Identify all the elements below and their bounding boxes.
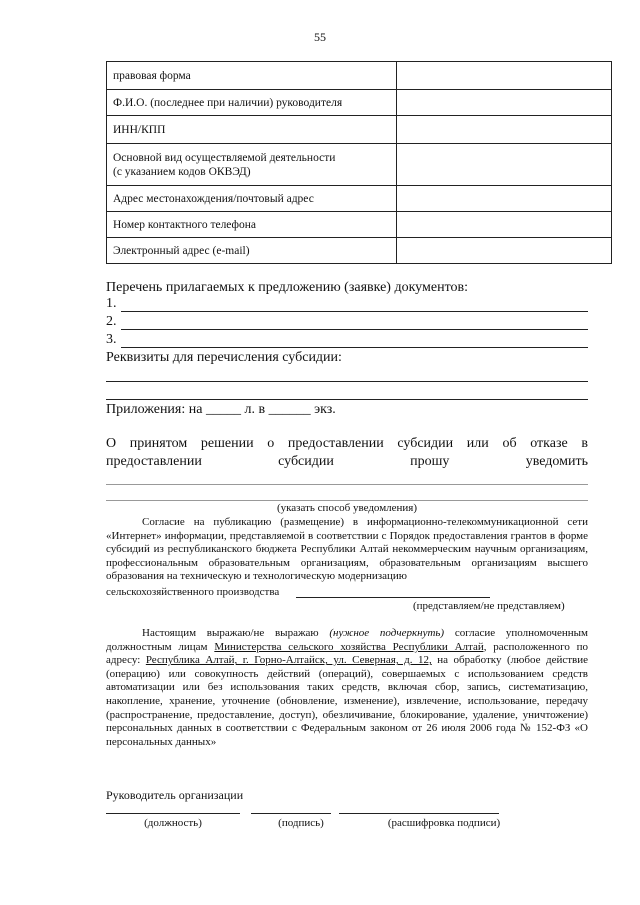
table-row bbox=[107, 116, 612, 144]
signature-position-line[interactable] bbox=[106, 813, 240, 814]
attachments-sheets-blank[interactable]: _____ bbox=[205, 402, 241, 417]
table-label: Адрес местонахождения/почтовый адрес bbox=[107, 186, 397, 212]
table-value-cell[interactable] bbox=[396, 212, 611, 238]
notification-word: прошу bbox=[410, 454, 450, 469]
consent-personal-part2: (нужное подчеркнуть) bbox=[329, 627, 445, 639]
table-label: Ф.И.О. (последнее при наличии) руководителя bbox=[107, 90, 397, 116]
table-value-cell[interactable] bbox=[396, 90, 611, 116]
requisites-line-1[interactable] bbox=[106, 381, 588, 382]
signature-decoding-line[interactable] bbox=[339, 813, 499, 814]
documents-item-2-line[interactable] bbox=[121, 329, 588, 330]
attachments-suffix: экз. bbox=[314, 402, 336, 417]
consent-publication-text: Согласие на публикацию (размещение) в информационно-телекоммуникационной сети «Интернет» информации, представляемой в соответствии с Порядок предоставления грантов в форме субсидий из республиканского бюджета Республики Алтай некоммерческим научным организациям, профессиональным образовательным организациям, образовательным организациям высшего образования на техническую и технологическую модернизацию bbox=[106, 516, 588, 583]
notification-line-blank-2[interactable] bbox=[106, 500, 588, 501]
notification-caption: (указать способ уведомления) bbox=[276, 502, 418, 514]
page-number: 55 bbox=[314, 30, 326, 44]
consent-personal-part3: согласие уполномоченным должностным лицам bbox=[106, 627, 589, 653]
requisites-line-2[interactable] bbox=[106, 399, 588, 400]
documents-item-1-line[interactable] bbox=[121, 311, 588, 312]
documents-item-number: 1. bbox=[106, 296, 117, 311]
table-row bbox=[107, 186, 612, 212]
table-label-line: Основной вид осуществляемой деятельности bbox=[113, 151, 336, 164]
consent-personal-part1[interactable]: Настоящим выражаю/не выражаю bbox=[142, 627, 319, 639]
table-label: ИНН/КПП bbox=[107, 116, 397, 144]
signature-position-caption: (должность) bbox=[144, 817, 202, 829]
notification-word: уведомить bbox=[525, 454, 588, 469]
table-value-cell[interactable] bbox=[396, 62, 611, 90]
table-row bbox=[107, 144, 612, 186]
notification-line-1: О принятом решении о предоставлении субсидии или об отказе в bbox=[106, 436, 588, 451]
table-row bbox=[107, 238, 612, 264]
consent-publication-caption: (представляем/не представляем) bbox=[413, 600, 565, 612]
table-label: Номер контактного телефона bbox=[107, 212, 397, 238]
consent-personal-paragraph bbox=[106, 627, 588, 749]
signature-sign-line[interactable] bbox=[251, 813, 331, 814]
notification-line-blank-1[interactable] bbox=[106, 484, 588, 485]
table-value-cell[interactable] bbox=[396, 116, 611, 144]
signature-sign-caption: (подпись) bbox=[278, 817, 324, 829]
consent-personal-address: Республика Алтай, г. Горно-Алтайск, ул. Северная, д. 12, bbox=[145, 654, 432, 667]
attachments-copies-blank[interactable]: ______ bbox=[268, 402, 311, 417]
notification-word: предоставлении bbox=[106, 454, 202, 469]
consent-publication-last-line: сельскохозяйственного производства bbox=[106, 586, 280, 598]
table-row bbox=[107, 90, 612, 116]
consent-personal-part7: на обработку (любое действие (операцию) или совокупность действий (операций), совершаемых с использованием средств автоматизации или без использования таких средств, включая сбор, запись, систематизацию, накопление, хранение, уточнение (обновление, изменение), извлечение, использование, передачу (распространение, предоставление, доступ), обезличивание, блокирование, удаление, уничтожение) персональных данных в соответствии с Федеральным законом от 26 июля 2006 года № 152-ФЗ «О персональных данных» bbox=[106, 654, 589, 748]
table-label-multiline bbox=[107, 144, 397, 186]
table-value-cell[interactable] bbox=[396, 238, 611, 264]
consent-publication-paragraph bbox=[106, 516, 588, 584]
attachments-line bbox=[106, 402, 336, 418]
table-value-cell[interactable] bbox=[396, 186, 611, 212]
table-row bbox=[107, 212, 612, 238]
table-label: правовая форма bbox=[107, 62, 397, 90]
notification-line-2 bbox=[106, 454, 588, 470]
signature-heading: Руководитель организации bbox=[106, 788, 244, 802]
consent-publication-answer-line[interactable] bbox=[296, 597, 490, 598]
documents-item-number: 3. bbox=[106, 332, 117, 347]
organization-info-table bbox=[106, 61, 612, 264]
requisites-heading: Реквизиты для перечисления субсидии: bbox=[106, 350, 342, 365]
notification-word: субсидии bbox=[278, 454, 334, 469]
consent-personal-ministry: Министерства сельского хозяйства Республики Алтай, bbox=[214, 640, 487, 653]
documents-item-number: 2. bbox=[106, 314, 117, 329]
consent-personal-part5: расположенного по адресу: bbox=[106, 640, 589, 667]
documents-item-3-line[interactable] bbox=[121, 347, 588, 348]
signature-decoding-caption: (расшифровка подписи) bbox=[387, 817, 501, 829]
attachments-prefix: Приложения: на bbox=[106, 402, 203, 417]
table-label-line: (с указанием кодов ОКВЭД) bbox=[113, 165, 251, 178]
table-value-cell[interactable] bbox=[396, 144, 611, 186]
documents-heading: Перечень прилагаемых к предложению (заявке) документов: bbox=[106, 280, 468, 295]
attachments-middle: л. в bbox=[244, 402, 266, 417]
table-row bbox=[107, 62, 612, 90]
table-label: Электронный адрес (e-mail) bbox=[107, 238, 397, 264]
